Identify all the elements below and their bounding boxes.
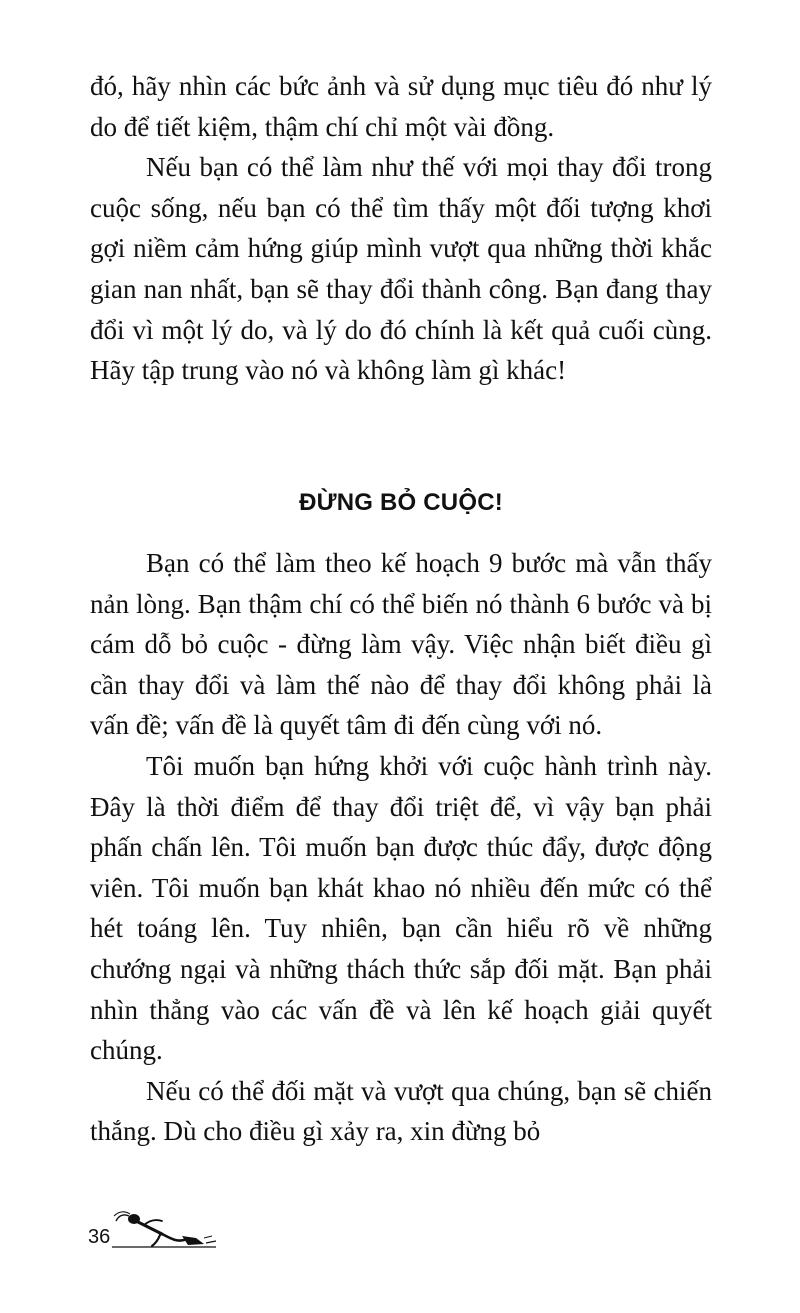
page-number: 36 [88,1226,111,1248]
paragraph: Bạn có thể làm theo kế hoạch 9 bước mà vẫn thấy nản lòng. Bạn thậm chí có thể biến nó thành 6 bước và bị cám dỗ bỏ cuộc - đừng làm vậy. Việc nhận biết điều gì cần thay đổi và làm thế nào để thay đổi không phải là vấn đề; vấn đề là quyết tâm đi đến cùng với nó. [90,548,712,741]
running-figure-icon [112,1210,222,1254]
paragraph: Nếu có thể đối mặt và vượt qua chúng, bạn sẽ chiến thắng. Dù cho điều gì xảy ra, xin đừng bỏ [90,1075,712,1147]
paragraph: Tôi muốn bạn hứng khởi với cuộc hành trình này. Đây là thời điểm để thay đổi triệt để, vì vậy bạn phải phấn chấn lên. Tôi muốn bạn được thúc đẩy, được động viên. Tôi muốn bạn khát khao nó nhiều đến mức có thể hét toáng lên. Tuy nhiên, bạn cần hiểu rõ về những chướng ngại và những thách thức sắp đối mặt. Bạn phải nhìn thẳng vào các vấn đề và lên kế hoạch giải quyết chúng. [90,750,712,1066]
page-footer [88,1210,228,1260]
paragraph-continuation: đó, hãy nhìn các bức ảnh và sử dụng mục tiêu đó như lý do để tiết kiệm, thậm chí chỉ một vài đồng. [90,71,712,142]
section-heading: ĐỪNG BỎ CUỘC! [299,489,503,516]
paragraph: Nếu bạn có thể làm như thế với mọi thay đổi trong cuộc sống, nếu bạn có thể tìm thấy một đối tượng khơi gợi niềm cảm hứng giúp mình vượt qua những thời khắc gian nan nhất, bạn sẽ thay đổi thành công. Bạn đang thay đổi vì một lý do, và lý do đó chính là kết quả cuối cùng. Hãy tập trung vào nó và không làm gì khác! [90,152,712,386]
text-block-bottom [90,543,712,1152]
text-block-top [90,66,712,391]
